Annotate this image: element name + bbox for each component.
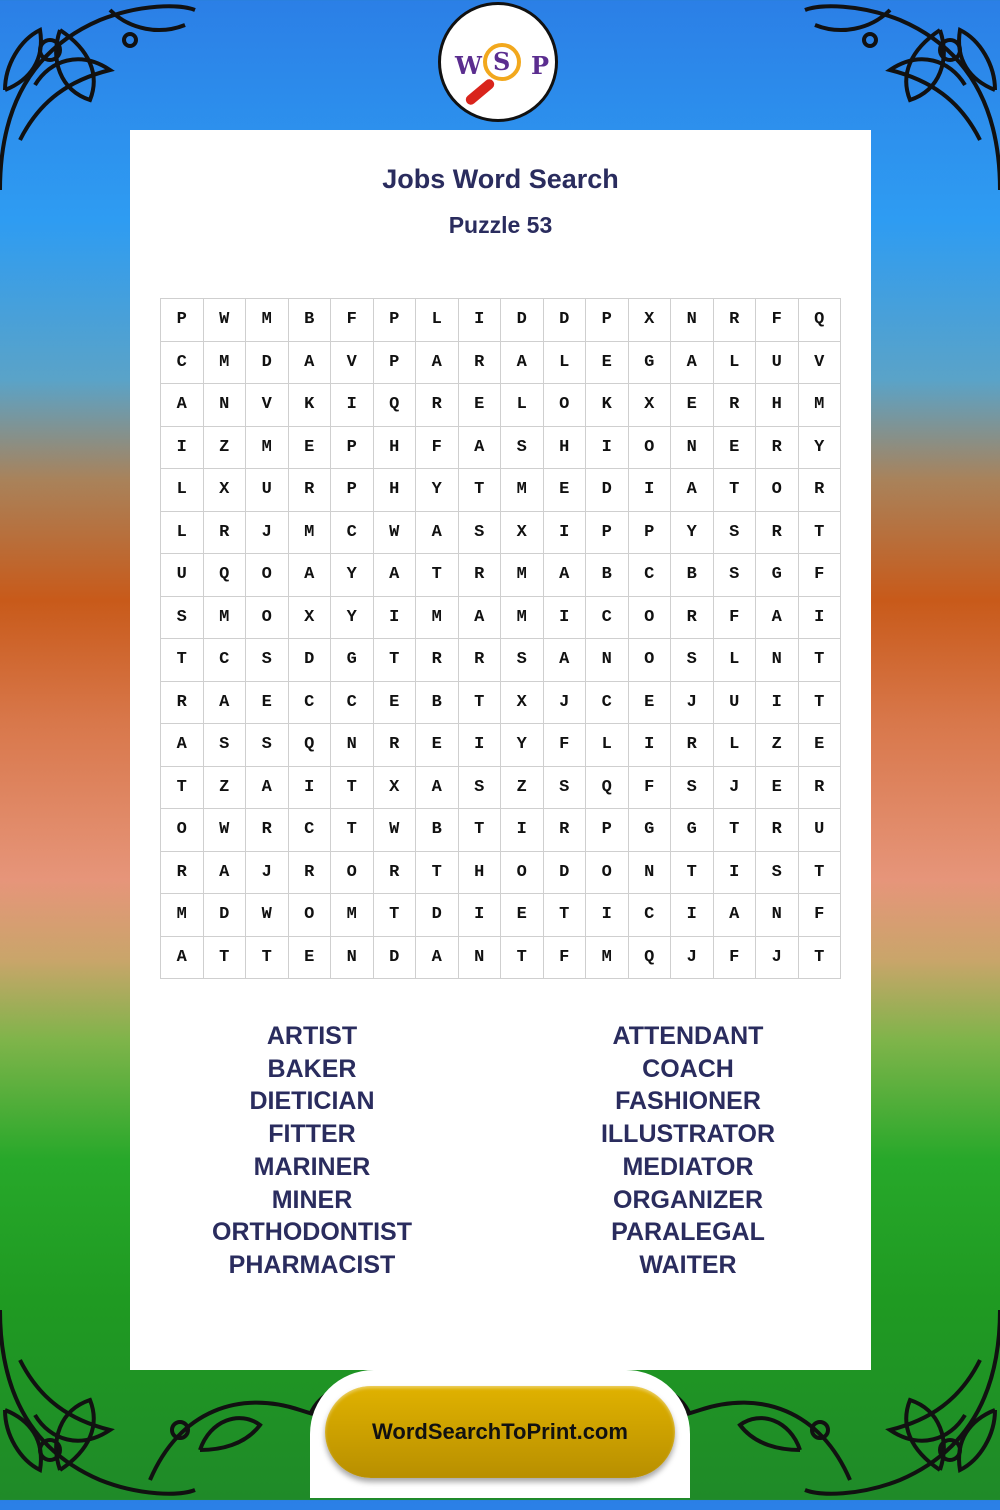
grid-cell[interactable]: S (671, 767, 714, 810)
grid-cell[interactable]: P (374, 342, 417, 385)
grid-cell[interactable]: R (459, 342, 502, 385)
grid-cell[interactable]: R (416, 639, 459, 682)
grid-cell[interactable]: H (374, 469, 417, 512)
grid-cell[interactable]: E (586, 342, 629, 385)
grid-cell[interactable]: E (756, 767, 799, 810)
grid-cell[interactable]: R (204, 512, 247, 555)
logo-letter-s: S (493, 47, 511, 76)
grid-cell[interactable]: S (714, 512, 757, 555)
grid-cell[interactable]: Z (501, 767, 544, 810)
word-item: WAITER (639, 1250, 737, 1279)
word-item: PHARMACIST (228, 1250, 396, 1279)
grid-cell[interactable]: R (374, 852, 417, 895)
grid-cell[interactable]: N (756, 639, 799, 682)
grid-cell[interactable]: I (161, 427, 204, 470)
grid-cell[interactable]: M (161, 894, 204, 937)
grid-cell[interactable]: D (501, 299, 544, 342)
grid-cell[interactable]: T (714, 809, 757, 852)
grid-cell[interactable]: J (671, 682, 714, 725)
grid-cell[interactable]: I (374, 597, 417, 640)
grid-cell[interactable]: T (416, 852, 459, 895)
grid-cell[interactable]: H (374, 427, 417, 470)
grid-cell[interactable]: P (331, 427, 374, 470)
grid-cell[interactable]: A (671, 469, 714, 512)
grid-cell[interactable]: L (714, 724, 757, 767)
grid-cell[interactable]: B (416, 682, 459, 725)
grid-cell[interactable]: M (331, 894, 374, 937)
grid-cell[interactable]: R (671, 724, 714, 767)
grid-cell[interactable]: T (204, 937, 247, 980)
grid-cell[interactable]: D (544, 852, 587, 895)
grid-cell[interactable]: M (204, 342, 247, 385)
grid-cell[interactable]: I (629, 469, 672, 512)
grid-cell[interactable]: T (671, 852, 714, 895)
grid-cell[interactable]: X (629, 299, 672, 342)
grid-cell[interactable]: Z (204, 427, 247, 470)
grid-cell[interactable]: V (331, 342, 374, 385)
grid-cell[interactable]: M (501, 469, 544, 512)
grid-cell[interactable]: O (246, 597, 289, 640)
word-list-left (162, 1020, 462, 1282)
grid-cell[interactable]: A (416, 342, 459, 385)
word-item: ARTIST (266, 1022, 358, 1050)
grid-cell[interactable]: A (459, 427, 502, 470)
word-item: PARALEGAL (611, 1218, 765, 1247)
grid-cell[interactable]: E (289, 937, 332, 980)
grid-cell[interactable]: T (161, 639, 204, 682)
grid-cell[interactable]: R (799, 469, 842, 512)
grid-cell[interactable]: A (544, 639, 587, 682)
grid-cell[interactable]: Z (756, 724, 799, 767)
grid-cell[interactable]: R (756, 427, 799, 470)
grid-cell[interactable]: S (756, 852, 799, 895)
grid-cell[interactable]: A (161, 724, 204, 767)
grid-cell[interactable]: I (459, 894, 502, 937)
grid-cell[interactable]: I (459, 724, 502, 767)
grid-cell[interactable]: L (501, 384, 544, 427)
grid-cell[interactable]: A (501, 342, 544, 385)
grid-cell[interactable]: E (289, 427, 332, 470)
grid-cell[interactable]: B (586, 554, 629, 597)
grid-cell[interactable]: J (246, 512, 289, 555)
grid-cell[interactable]: S (459, 767, 502, 810)
grid-cell[interactable]: Q (374, 384, 417, 427)
grid-cell[interactable]: P (586, 512, 629, 555)
grid-cell[interactable]: T (799, 639, 842, 682)
grid-cell[interactable]: L (544, 342, 587, 385)
grid-cell[interactable]: A (289, 554, 332, 597)
grid-cell[interactable]: Y (331, 597, 374, 640)
grid-cell[interactable]: F (544, 937, 587, 980)
grid-cell[interactable]: L (714, 342, 757, 385)
grid-cell[interactable]: I (459, 299, 502, 342)
grid-cell[interactable]: L (714, 639, 757, 682)
logo-letter-p: P (531, 51, 550, 80)
grid-cell[interactable]: S (459, 512, 502, 555)
grid-cell[interactable]: O (161, 809, 204, 852)
grid-cell[interactable]: C (161, 342, 204, 385)
grid-cell[interactable]: L (586, 724, 629, 767)
grid-cell[interactable]: T (544, 894, 587, 937)
grid-cell[interactable]: A (416, 767, 459, 810)
grid-cell[interactable]: N (671, 299, 714, 342)
grid-cell[interactable]: R (161, 682, 204, 725)
grid-cell[interactable]: R (246, 809, 289, 852)
grid-cell[interactable]: Z (204, 767, 247, 810)
grid-cell[interactable]: M (501, 554, 544, 597)
grid-cell[interactable]: E (671, 384, 714, 427)
grid-cell[interactable]: C (289, 809, 332, 852)
grid-cell[interactable]: O (331, 852, 374, 895)
grid-cell[interactable]: Y (799, 427, 842, 470)
grid-cell[interactable]: O (629, 427, 672, 470)
grid-cell[interactable]: A (289, 342, 332, 385)
grid-cell[interactable]: M (289, 512, 332, 555)
grid-cell[interactable]: A (544, 554, 587, 597)
grid-cell[interactable]: J (671, 937, 714, 980)
grid-cell[interactable]: A (416, 937, 459, 980)
grid-cell[interactable]: T (459, 469, 502, 512)
grid-cell[interactable]: E (416, 724, 459, 767)
logo-letter-w: W (455, 51, 482, 80)
grid-cell[interactable]: R (374, 724, 417, 767)
grid-cell[interactable]: D (246, 342, 289, 385)
grid-cell[interactable]: D (374, 937, 417, 980)
grid-cell[interactable]: C (586, 682, 629, 725)
grid-cell[interactable]: T (459, 809, 502, 852)
grid-cell[interactable]: I (586, 427, 629, 470)
grid-cell[interactable]: Y (671, 512, 714, 555)
grid-cell[interactable]: M (416, 597, 459, 640)
grid-cell[interactable]: U (246, 469, 289, 512)
grid-cell[interactable]: R (544, 809, 587, 852)
grid-cell[interactable]: O (629, 597, 672, 640)
grid-cell[interactable]: T (161, 767, 204, 810)
grid-cell[interactable]: N (629, 852, 672, 895)
grid-cell[interactable]: L (416, 299, 459, 342)
grid-cell[interactable]: O (756, 469, 799, 512)
word-item: ATTENDANT (612, 1022, 764, 1050)
grid-cell[interactable]: T (331, 809, 374, 852)
grid-cell[interactable]: A (374, 554, 417, 597)
grid-cell[interactable]: I (714, 852, 757, 895)
word-item: MARINER (253, 1152, 371, 1181)
grid-cell[interactable]: E (714, 427, 757, 470)
magnifier-handle (464, 77, 496, 107)
grid-cell[interactable]: C (629, 894, 672, 937)
grid-cell[interactable]: T (374, 639, 417, 682)
grid-cell[interactable]: R (714, 384, 757, 427)
grid-cell[interactable]: M (799, 384, 842, 427)
page-title: Jobs Word Search (382, 164, 619, 194)
grid-cell[interactable]: C (586, 597, 629, 640)
grid-cell[interactable]: X (204, 469, 247, 512)
grid-cell[interactable]: K (586, 384, 629, 427)
grid-cell[interactable]: U (714, 682, 757, 725)
grid-cell[interactable]: B (416, 809, 459, 852)
puzzle-card (130, 130, 871, 1370)
grid-cell[interactable]: A (459, 597, 502, 640)
website-button[interactable]: WordSearchToPrint.com (325, 1386, 675, 1478)
grid-cell[interactable]: M (204, 597, 247, 640)
grid-cell[interactable]: I (289, 767, 332, 810)
grid-cell[interactable]: C (331, 682, 374, 725)
grid-cell[interactable]: Q (289, 724, 332, 767)
grid-cell[interactable]: S (714, 554, 757, 597)
grid-cell[interactable]: U (799, 809, 842, 852)
grid-cell[interactable]: N (756, 894, 799, 937)
grid-cell[interactable]: O (289, 894, 332, 937)
grid-cell[interactable]: B (671, 554, 714, 597)
grid-cell[interactable]: E (544, 469, 587, 512)
grid-cell[interactable]: U (756, 342, 799, 385)
word-item: FASHIONER (615, 1087, 761, 1116)
grid-cell[interactable]: W (204, 299, 247, 342)
grid-cell[interactable]: F (714, 937, 757, 980)
grid-cell[interactable]: F (714, 597, 757, 640)
word-item: ORGANIZER (613, 1185, 763, 1214)
grid-cell[interactable]: X (629, 384, 672, 427)
grid-cell[interactable]: F (416, 427, 459, 470)
grid-cell[interactable]: T (799, 512, 842, 555)
grid-cell[interactable]: R (416, 384, 459, 427)
grid-cell[interactable]: U (161, 554, 204, 597)
grid-cell[interactable]: S (246, 724, 289, 767)
grid-cell[interactable]: C (331, 512, 374, 555)
grid-cell[interactable]: D (204, 894, 247, 937)
grid-cell[interactable]: Q (204, 554, 247, 597)
grid-cell[interactable]: E (246, 682, 289, 725)
word-item: COACH (642, 1054, 734, 1083)
grid-cell[interactable]: R (799, 767, 842, 810)
grid-cell[interactable]: F (799, 554, 842, 597)
word-item: ILLUSTRATOR (600, 1120, 776, 1149)
grid-cell[interactable]: S (501, 427, 544, 470)
grid-cell[interactable]: S (161, 597, 204, 640)
grid-cell[interactable]: E (459, 384, 502, 427)
grid-cell[interactable]: W (204, 809, 247, 852)
grid-cell[interactable]: T (331, 767, 374, 810)
grid-cell[interactable]: W (374, 809, 417, 852)
grid-cell[interactable]: F (544, 724, 587, 767)
grid-cell[interactable]: A (204, 852, 247, 895)
word-item: FITTER (268, 1120, 356, 1149)
word-item: BAKER (267, 1054, 357, 1083)
grid-cell[interactable]: B (289, 299, 332, 342)
grid-cell[interactable]: S (204, 724, 247, 767)
grid-cell[interactable]: Y (501, 724, 544, 767)
grid-cell[interactable]: R (289, 469, 332, 512)
grid-cell[interactable]: T (714, 469, 757, 512)
grid-cell[interactable]: A (246, 767, 289, 810)
grid-cell[interactable]: E (501, 894, 544, 937)
grid-cell[interactable]: X (501, 682, 544, 725)
grid-cell[interactable]: D (544, 299, 587, 342)
grid-cell[interactable]: T (799, 937, 842, 980)
grid-cell[interactable]: F (331, 299, 374, 342)
grid-cell[interactable]: K (289, 384, 332, 427)
grid-cell[interactable]: A (756, 597, 799, 640)
grid-cell[interactable]: J (756, 937, 799, 980)
grid-cell[interactable]: Q (629, 937, 672, 980)
grid-cell[interactable]: G (331, 639, 374, 682)
grid-cell[interactable]: W (246, 894, 289, 937)
word-list-right (538, 1020, 838, 1282)
grid-cell[interactable]: C (629, 554, 672, 597)
grid-cell[interactable]: T (459, 682, 502, 725)
word-item: ORTHODONTIST (212, 1218, 412, 1247)
grid-cell[interactable]: S (246, 639, 289, 682)
grid-cell[interactable]: I (586, 894, 629, 937)
grid-cell[interactable]: M (501, 597, 544, 640)
word-item: MEDIATOR (622, 1152, 754, 1181)
grid-cell[interactable]: P (161, 299, 204, 342)
grid-cell[interactable]: M (246, 427, 289, 470)
grid-cell[interactable]: T (501, 937, 544, 980)
grid-cell[interactable]: P (331, 469, 374, 512)
grid-cell[interactable]: Q (799, 299, 842, 342)
grid-cell[interactable]: A (204, 682, 247, 725)
grid-cell[interactable]: I (501, 809, 544, 852)
grid-cell[interactable]: N (459, 937, 502, 980)
grid-cell[interactable]: X (289, 597, 332, 640)
grid-cell[interactable]: Y (331, 554, 374, 597)
grid-cell[interactable]: T (799, 682, 842, 725)
grid-cell[interactable]: T (799, 852, 842, 895)
letter-grid[interactable] (160, 298, 841, 979)
grid-cell[interactable]: A (416, 512, 459, 555)
grid-cell[interactable]: O (246, 554, 289, 597)
grid-cell[interactable]: G (629, 342, 672, 385)
grid-cell[interactable]: T (374, 894, 417, 937)
grid-cell[interactable]: E (799, 724, 842, 767)
grid-cell[interactable]: D (586, 469, 629, 512)
word-item: MINER (271, 1185, 353, 1214)
grid-cell[interactable]: F (756, 299, 799, 342)
grid-cell[interactable]: V (246, 384, 289, 427)
grid-cell[interactable]: A (161, 937, 204, 980)
grid-cell[interactable]: P (374, 299, 417, 342)
site-logo[interactable] (438, 2, 558, 122)
grid-cell[interactable]: N (671, 427, 714, 470)
grid-cell[interactable]: R (756, 512, 799, 555)
grid-cell[interactable]: M (586, 937, 629, 980)
grid-cell[interactable]: O (501, 852, 544, 895)
grid-cell[interactable]: F (629, 767, 672, 810)
grid-cell[interactable]: N (331, 937, 374, 980)
grid-cell[interactable]: R (459, 554, 502, 597)
grid-cell[interactable]: N (331, 724, 374, 767)
grid-cell[interactable]: D (289, 639, 332, 682)
grid-cell[interactable]: R (671, 597, 714, 640)
grid-cell[interactable]: N (204, 384, 247, 427)
grid-cell[interactable]: R (161, 852, 204, 895)
grid-cell[interactable]: T (246, 937, 289, 980)
grid-cell[interactable]: I (799, 597, 842, 640)
puzzle-number: Puzzle 53 (448, 212, 553, 238)
grid-cell[interactable]: G (756, 554, 799, 597)
grid-cell[interactable]: P (629, 512, 672, 555)
grid-cell[interactable]: Y (416, 469, 459, 512)
grid-cell[interactable]: R (289, 852, 332, 895)
grid-cell[interactable]: C (289, 682, 332, 725)
grid-cell[interactable]: C (204, 639, 247, 682)
grid-cell[interactable]: I (544, 512, 587, 555)
grid-cell[interactable]: S (544, 767, 587, 810)
grid-cell[interactable]: R (756, 809, 799, 852)
grid-cell[interactable]: E (629, 682, 672, 725)
grid-cell[interactable]: I (671, 894, 714, 937)
grid-cell[interactable]: P (586, 809, 629, 852)
grid-cell[interactable]: L (161, 469, 204, 512)
grid-cell[interactable]: O (586, 852, 629, 895)
grid-cell[interactable]: A (161, 384, 204, 427)
grid-cell[interactable]: G (671, 809, 714, 852)
grid-cell[interactable]: I (756, 682, 799, 725)
grid-cell[interactable]: M (246, 299, 289, 342)
grid-cell[interactable]: A (671, 342, 714, 385)
grid-cell[interactable]: W (374, 512, 417, 555)
grid-cell[interactable]: Q (586, 767, 629, 810)
grid-cell[interactable]: F (799, 894, 842, 937)
grid-cell[interactable]: V (799, 342, 842, 385)
grid-cell[interactable]: X (374, 767, 417, 810)
grid-cell[interactable]: D (416, 894, 459, 937)
grid-cell[interactable]: N (586, 639, 629, 682)
grid-cell[interactable]: S (671, 639, 714, 682)
grid-cell[interactable]: X (501, 512, 544, 555)
grid-cell[interactable]: O (544, 384, 587, 427)
grid-cell[interactable]: A (714, 894, 757, 937)
grid-cell[interactable]: E (374, 682, 417, 725)
grid-cell[interactable]: O (629, 639, 672, 682)
grid-cell[interactable]: R (714, 299, 757, 342)
grid-cell[interactable]: G (629, 809, 672, 852)
grid-cell[interactable]: R (459, 639, 502, 682)
grid-cell[interactable]: H (756, 384, 799, 427)
grid-cell[interactable]: S (501, 639, 544, 682)
grid-cell[interactable]: J (544, 682, 587, 725)
grid-cell[interactable]: P (586, 299, 629, 342)
grid-cell[interactable]: J (246, 852, 289, 895)
grid-cell[interactable]: H (544, 427, 587, 470)
grid-cell[interactable]: I (629, 724, 672, 767)
grid-cell[interactable]: L (161, 512, 204, 555)
grid-cell[interactable]: J (714, 767, 757, 810)
word-item: DIETICIAN (249, 1087, 375, 1116)
grid-cell[interactable]: I (331, 384, 374, 427)
grid-cell[interactable]: I (544, 597, 587, 640)
grid-cell[interactable]: H (459, 852, 502, 895)
grid-cell[interactable]: T (416, 554, 459, 597)
